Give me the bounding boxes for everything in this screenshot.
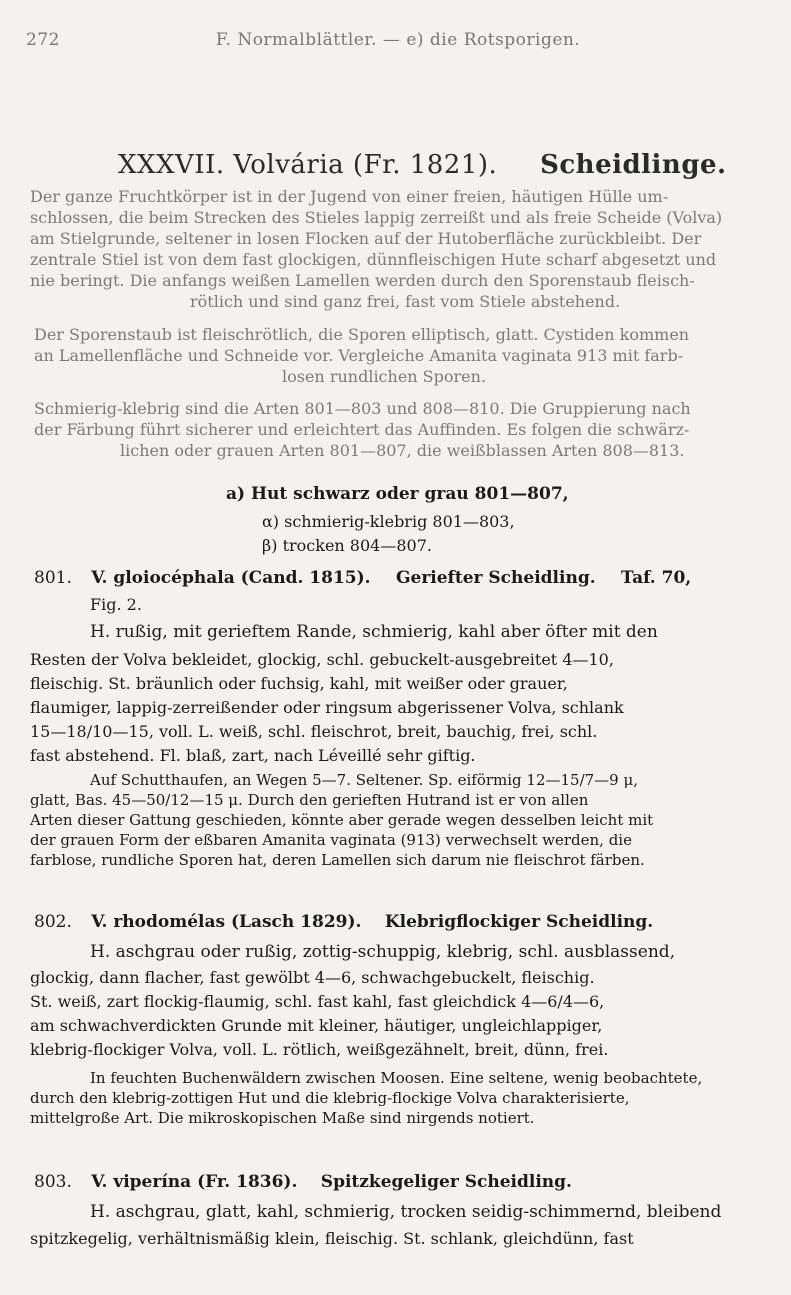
- species-name: V. viperína (Fr. 1836).: [91, 1172, 298, 1192]
- species-802-line: glockig, dann flacher, fast gewölbt 4—6, schwachgebuckelt, fleischig.: [30, 968, 595, 987]
- species-header-801: [34, 568, 691, 588]
- species-801-line: 15—18/10—15, voll. L. weiß, schl. fleischrot, breit, bauchig, frei, schl.: [30, 722, 598, 741]
- key-alpha: α) schmierig-klebrig 801—803,: [262, 512, 515, 531]
- species-802-line: H. aschgrau oder rußig, zottig-schuppig, klebrig, schl. ausblassend,: [90, 942, 676, 962]
- species-802-note: In feuchten Buchenwäldern zwischen Moosen. Eine seltene, wenig beobachtete,: [90, 1069, 703, 1087]
- intro-line: rötlich und sind ganz frei, fast vom Stiele abstehend.: [190, 292, 621, 311]
- grouping-line: der Färbung führt sicherer und erleichtert das Auffinden. Es folgen die schwärz-: [34, 420, 690, 439]
- species-801-note: Arten dieser Gattung geschieden, könnte aber gerade wegen desselben leicht mit: [30, 811, 654, 829]
- intro-line: Der ganze Fruchtkörper ist in der Jugend von einer freien, häutigen Hülle um-: [30, 187, 669, 206]
- running-header: [26, 30, 580, 50]
- genus-name: XXXVII. Volvária (Fr. 1821).: [118, 150, 498, 180]
- spores-line: Der Sporenstaub ist fleischrötlich, die Sporen elliptisch, glatt. Cystiden kommen: [34, 325, 690, 344]
- species-header-803: [34, 1172, 572, 1192]
- species-802-line: St. weiß, zart flockig-flaumig, schl. fast kahl, fast gleichdick 4—6/4—6,: [30, 992, 605, 1011]
- species-802-line: klebrig-flockiger Volva, voll. L. rötlich, weißgezähnelt, breit, dünn, frei.: [30, 1040, 609, 1059]
- species-802-note: mittelgroße Art. Die mikroskopischen Maße sind nirgends notiert.: [30, 1109, 535, 1127]
- key-heading: a) Hut schwarz oder grau 801—807,: [226, 484, 569, 504]
- grouping-line: Schmierig-klebrig sind die Arten 801—803 und 808—810. Die Gruppierung nach: [34, 399, 691, 418]
- species-name: V. gloiocéphala (Cand. 1815).: [91, 568, 371, 588]
- species-801-line: H. rußig, mit gerieftem Rande, schmierig, kahl aber öfter mit den: [90, 622, 658, 642]
- species-802-note: durch den klebrig-zottigen Hut und die klebrig-flockige Volva charakterisierte,: [30, 1089, 630, 1107]
- species-number: 803.: [34, 1172, 72, 1192]
- species-801-line: fast abstehend. Fl. blaß, zart, nach Léveillé sehr giftig.: [30, 746, 476, 765]
- plate-figure: Fig. 2.: [90, 595, 142, 614]
- plate-reference: Taf. 70,: [621, 568, 692, 588]
- running-title: F. Normalblättler. — e) die Rotsporigen.: [215, 30, 581, 50]
- intro-line: schlossen, die beim Strecken des Stieles lappig zerreißt und als freie Scheide (Volva): [30, 208, 723, 227]
- species-801-note: glatt, Bas. 45—50/12—15 μ. Durch den gerieften Hutrand ist er von allen: [30, 791, 589, 809]
- species-801-note: der grauen Form der eßbaren Amanita vaginata (913) verwechselt werden, die: [30, 831, 632, 849]
- key-beta: β) trocken 804—807.: [262, 536, 432, 555]
- grouping-line: lichen oder grauen Arten 801—807, die weißblassen Arten 808—813.: [120, 441, 685, 460]
- page-number: 272: [26, 30, 60, 50]
- species-801-note: Auf Schutthaufen, an Wegen 5—7. Seltener. Sp. eiförmig 12—15/7—9 μ,: [90, 771, 639, 789]
- intro-line: zentrale Stiel ist von dem fast glockigen, dünnfleischigen Hute scharf abgesetzt und: [30, 250, 717, 269]
- species-german-name: Geriefter Scheidling.: [395, 568, 596, 588]
- species-number: 802.: [34, 912, 72, 932]
- species-german-name: Klebrigflockiger Scheidling.: [384, 912, 654, 932]
- species-name: V. rhodomélas (Lasch 1829).: [91, 912, 362, 932]
- species-801-line: fleischig. St. bräunlich oder fuchsig, kahl, mit weißer oder grauer,: [30, 674, 568, 693]
- genus-title: [118, 150, 727, 180]
- species-803-line: H. aschgrau, glatt, kahl, schmierig, trocken seidig-schimmernd, bleibend: [90, 1202, 722, 1222]
- species-german-name: Spitzkegeliger Scheidling.: [320, 1172, 572, 1192]
- spores-line: losen rundlichen Sporen.: [282, 367, 487, 386]
- genus-german-name: Scheidlinge.: [540, 150, 727, 180]
- species-header-802: [34, 912, 653, 932]
- species-801-line: Resten der Volva bekleidet, glockig, schl. gebuckelt-ausgebreitet 4—10,: [30, 650, 614, 669]
- species-number: 801.: [34, 568, 72, 588]
- spores-line: an Lamellenfläche und Schneide vor. Vergleiche Amanita vaginata 913 mit farb-: [34, 346, 684, 365]
- species-803-line: spitzkegelig, verhältnismäßig klein, fleischig. St. schlank, gleichdünn, fast: [30, 1229, 634, 1248]
- species-801-note: farblose, rundliche Sporen hat, deren Lamellen sich darum nie fleischrot färben.: [30, 851, 645, 869]
- intro-line: nie beringt. Die anfangs weißen Lamellen werden durch den Sporenstaub fleisch-: [30, 271, 695, 290]
- species-802-line: am schwachverdickten Grunde mit kleiner, häutiger, ungleichlappiger,: [30, 1016, 603, 1035]
- species-801-line: flaumiger, lappig-zerreißender oder ringsum abgerissener Volva, schlank: [30, 698, 624, 717]
- intro-line: am Stielgrunde, seltener in losen Flocken auf der Hutoberfläche zurückbleibt. Der: [30, 229, 702, 248]
